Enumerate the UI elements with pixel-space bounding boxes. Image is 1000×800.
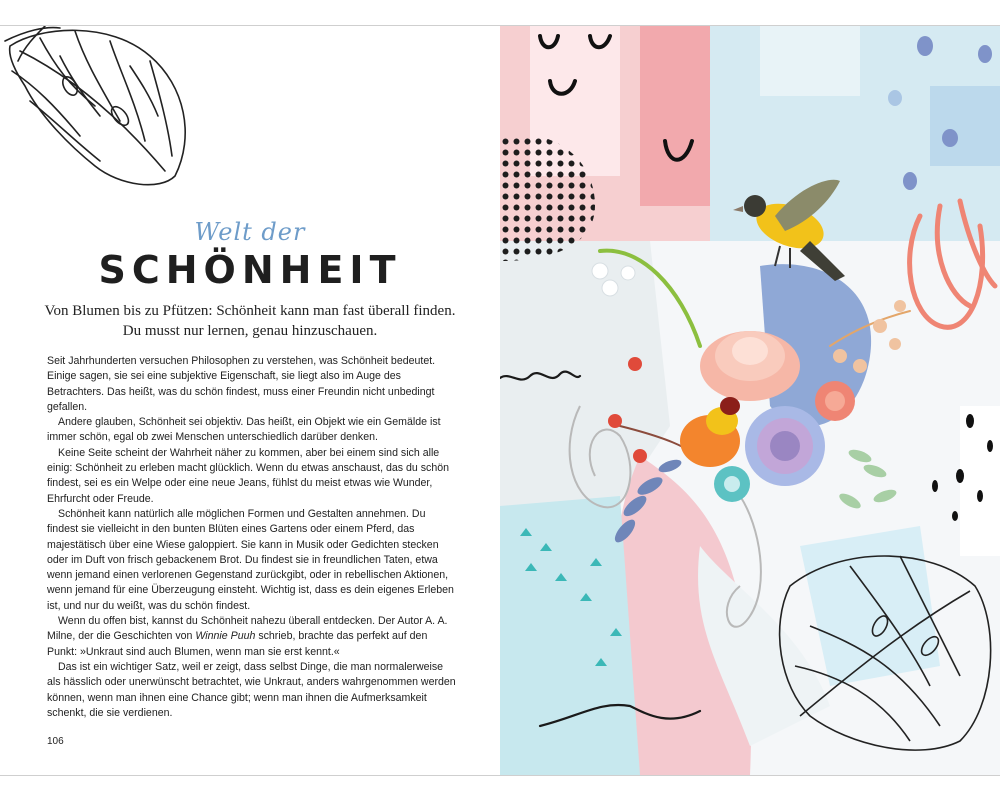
page-subtitle [40,301,460,341]
subtitle-line: Du musst nur lernen, genau hinzuschauen. [122,323,378,339]
paragraph: Schönheit kann natürlich alle möglichen Formen und Gestalten annehmen. Du findest sie vielleicht in den bunten Blüten eines Gartens oder einem Pferd, das majestätisch über eine Wiese galoppiert. Sie kann in Musik oder Gedichten stecken oder im Duft von frisch gebackenem Brot. Du findest sie in freundlichen Taten, etwa wenn jemand einen verlorenen Gegenstand zurückgibt, oder in rebellischen Aktionen, wenn jemand für eine Überzeugung einsteht. Wichtig ist, dass es dein eigenes Erleben ist, und nur du weißt, was du schön findest. [47,507,454,612]
paragraph: Keine Seite scheint der Wahrheit näher zu kommen, aber bei einem sind sich alle einig: Schönheit zu erleben macht glücklich. Wenn du etwas anschaust, das du schön findest, sei es ein Welpe oder eine neue Jeans, fühlst du meist etwas wie Wunder, Ehrfurcht oder Freude. [47,446,450,505]
paragraph-text: schrieb, brachte das perfekt auf den Punkt: »Unkraut sind auch Blumen, wenn man sie erst kennt.« [47,630,428,658]
page-number: 106 [47,736,64,747]
left-page [0,26,500,775]
book-title: Winnie Puuh [195,630,256,643]
paragraph: Andere glauben, Schönheit sei objektiv. Das heißt, ein Objekt wie ein Gemälde ist immer schön, egal ob zwei Menschen unterschiedlich darüber denken. [47,416,441,444]
blue-rose [745,406,825,486]
paragraph [47,614,457,660]
body-text [47,354,457,721]
page-title: SCHÖNHEIT [98,248,402,292]
subtitle-line: Von Blumen bis zu Pfützen: Schönheit kann man fast überall finden. [44,303,456,319]
paragraph: Das ist ein wichtiger Satz, weil er zeigt, dass selbst Dinge, die man normalerweise als hässlich oder unerwünscht betrachtet, wie Unkraut, anders wahrgenommen werden können, wenn man ihnen eine Chance gibt; wenn man ihnen die Aufmerksamkeit schenkt, die sie verdienen. [47,660,456,719]
book-spread [0,25,1000,776]
monstera-leaf-icon [0,26,200,196]
pink-flower [700,331,800,401]
right-page-illustration [500,26,1000,775]
section-kicker: Welt der [194,218,306,246]
collage-illustration [500,26,1000,775]
paragraph: Seit Jahrhunderten versuchen Philosophen zu verstehen, was Schönheit bedeutet. Einige sagen, sie sei eine subjektive Eigenschaft, sie liegt also im Auge des Betrachters. Das heißt, was du schön findest, muss einer Freundin nicht unbedingt gefallen. [47,355,436,413]
paragraph-text: Wenn du offen bist, kannst du Schönheit nahezu überall entdecken. Der Autor A. A. Milne, der die Geschichten von [47,615,448,643]
